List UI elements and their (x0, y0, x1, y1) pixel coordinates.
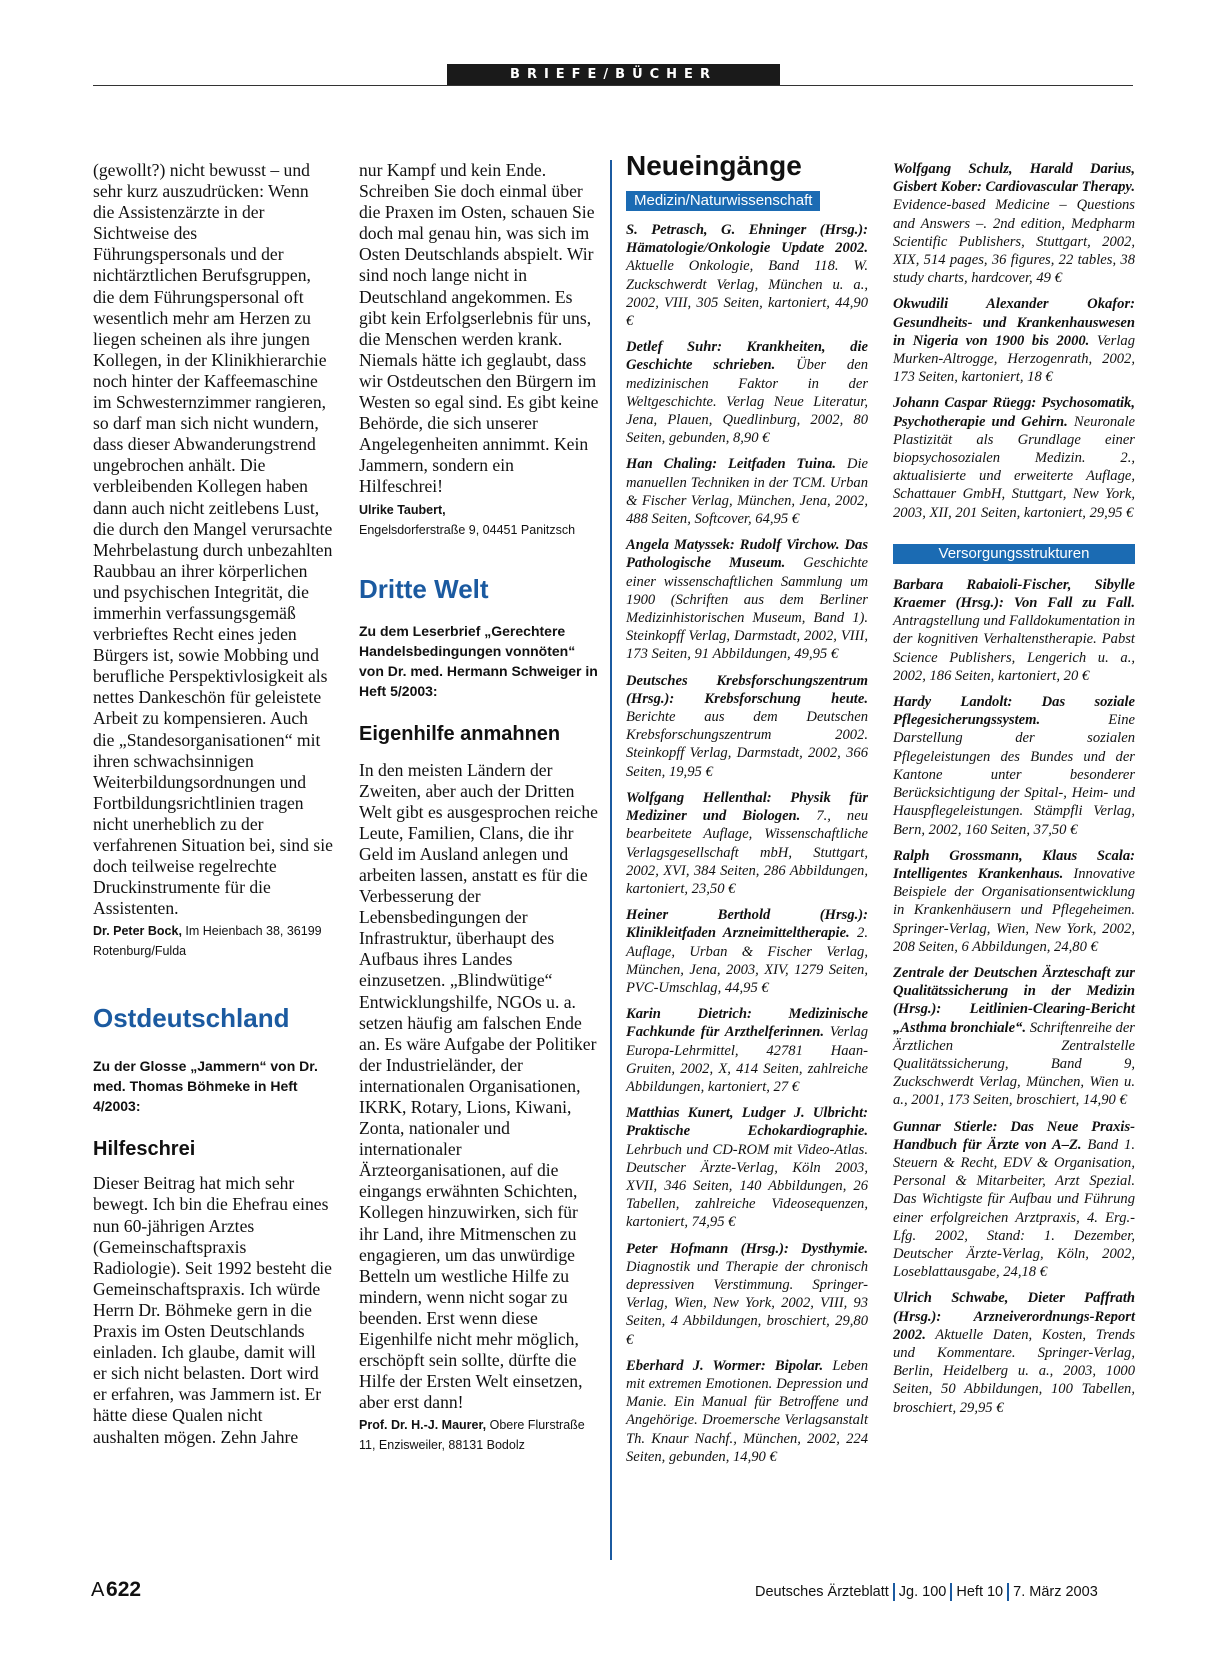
book-entry: S. Petrasch, G. Ehninger (Hrsg.): Hämatologie/Onkologie Update 2002. Aktuelle Onkologie, Band 118. W. Zuckschwerdt Verlag, München u. a., 2002, VIII, 305 Seiten, kartoniert, 44,90 € (626, 222, 868, 330)
book-entry: Zentrale der Deutschen Ärzteschaft zur Qualitätssicherung in der Medizin (Hrsg.): Leitlinien-Clearing-Bericht „Asthma bronchiale“. Schriftenreihe der Ärztlichen Zentralstelle Qualitätssicherung, Band 9, Zuckschwerdt Verlag, München, Wien u. a., 2001, 173 Seiten, broschiert, 14,90 € (893, 964, 1135, 1109)
letter-text: (gewollt?) nicht bewusst – und sehr kurz auszudrücken: Wenn die Assistenzärzte in der Sichtweise des Führungspersonals und der nichtärztlichen Berufsgruppen, die dem Führungspersonal oft wesentlich mehr am Herzen zu liegen scheinen als ihre jungen Kollegen, in der Klinikhierarchie noch hinter der Kaffeemaschine im Schwesternzimmer rangieren, so darf man sich nicht wundern, dass dieser Abwanderungstrend ungebrochen anhält. Die verbleibenden Kollegen haben dann auch nicht zeitlebens Lust, die durch den Mangel verursachte Mehrbelastung durch unbezahlten Raubbau an ihrer körperlichen und psychischen Integrität, die immerhin verfassungsgemäß verbrieftes Recht eines jeden Bürgers ist, sowie Mobbing und berufliche Perspektivlosigkeit als nettes Dankeschön für geleistete Arbeit zu kompensieren. Auch die „Standesorganisationen“ mit ihren schwachsinnigen Weiterbildungsordnungen und Fortbildungsrichtlinien tragen nicht unerheblich zu der verfahrenen Situation bei, sind sie doch teilweise regelrechte Druckinstrumente für die Assistenten. (93, 160, 333, 919)
book-entry: Angela Matyssek: Rudolf Virchow. Das Pathologische Museum. Geschichte einer wissenschaftlichen Sammlung um 1900 (Schriften aus dem Berliner Medizinhistorischen Museum, Band 1). Steinkopff Verlag, Darmstadt, 2002, VIII, 173 Seiten, 91 Abbildungen, 49,95 € (626, 537, 868, 663)
book-entry: Peter Hofmann (Hrsg.): Dysthymie. Diagnostik und Therapie der chronisch depressiven Verstimmung. Springer-Verlag, Wien, New York, 2002, VIII, 93 Seiten, 4 Abbildungen, broschiert, 29,80 € (626, 1240, 868, 1348)
book-entry: Barbara Rabaioli-Fischer, Sibylle Kraemer (Hrsg.): Von Fall zu Fall. Antragstellung und Falldokumentation in der kognitiven Verhaltenstherapie. Pabst Science Publishers, Lengerich u. a., 2002, 186 Seiten, kartoniert, 20 € (893, 576, 1135, 684)
column-2 (359, 160, 599, 1455)
reference-note: Zu der Glosse „Jammern“ von Dr. med. Thomas Böhmeke in Heft 4/2003: (93, 1058, 318, 1115)
new-arrivals-title: Neueingänge (626, 150, 802, 181)
column-divider (610, 160, 612, 1560)
book-entry: Gunnar Stierle: Das Neue Praxis-Handbuch für Ärzte von A–Z. Band 1. Steuern & Recht, EDV & Organisation, Personal & Mitarbeiter, Arzt Spezial. Das Wichtigste für Aufbau und Führung einer erfolgreichen Arztpraxis, 4. Erg.-Lfg. 2002, Stand: 1. Dezember, Deutscher Ärzte-Verlag, Köln, 2002, Loseblattausgabe, 24,18 € (893, 1118, 1135, 1281)
section-banner: BRIEFE/BÜCHER (447, 64, 780, 85)
column-3 (626, 150, 868, 1474)
book-entry: Karin Dietrich: Medizinische Fachkunde für Arzthelferinnen. Verlag Europa-Lehrmittel, 42781 Haan-Gruiten, 2002, X, 414 Seiten, zahlreiche Abbildungen, kartoniert, 27 € (626, 1006, 868, 1095)
book-entry: Ralph Grossmann, Klaus Scala: Intelligentes Krankenhaus. Innovative Beispiele der Organisationsentwicklung in Krankenhäusern und Pflegeheimen. Springer-Verlag, Wien, New York, 2002, 208 Seiten, 6 Abbildungen, 24,80 € (893, 847, 1135, 955)
book-entry: Heiner Berthold (Hrsg.): Klinikleitfaden Arzneimitteltherapie. 2. Auflage, Urban & Fischer Verlag, München, Jena, 2003, XIV, 1279 Seiten, PVC-Umschlag, 44,95 € (626, 907, 868, 996)
letter-text: In den meisten Ländern der Zweiten, aber auch der Dritten Welt gibt es ausgesprochen reiche Leute, Familien, Clans, die ihr Geld im Ausland anlegen und arbeiten lassen, anstatt es für die Verbesserung der Lebensbedingungen der Infrastruktur, überhaupt des Aufbaus ihres Landes einzusetzen. „Blindwütige“ Entwicklungshilfe, NGOs u. a. setzen häufig am falschen Ende an. Es wäre Aufgabe der Politiker der Industrieländer, der internationalen Organisationen, IKRK, Rotary, Lions, Kiwani, Zonta, nationaler und internationaler Ärzteorganisationen, auf die eingangs erwähnten Schichten, Kollegen hinzuwirken, sich für ihr Land, ihre Mitmenschen zu engagieren, um das unwürdige Betteln um westliche Hilfe zu mindern, wenn nicht sogar zu beenden. Erst wenn diese Eigenhilfe nicht mehr möglich, erschöpft sein sollte, dürfte die Hilfe der Ersten Welt einsetzen, aber erst dann! (359, 759, 598, 1413)
category-bar: Medizin/Naturwissenschaft (626, 191, 820, 211)
letter-signature: Prof. Dr. H.-J. Maurer, Obere Flurstraße 11, Enzisweiler, 88131 Bodolz (359, 1418, 585, 1453)
section-title-dritte-welt: Dritte Welt (359, 573, 489, 604)
section-title-ostdeutschland: Ostdeutschland (93, 1003, 290, 1034)
journal-footer (755, 1583, 1098, 1601)
book-entry: Han Chaling: Leitfaden Tuina. Die manuellen Techniken in der TCM. Urban & Fischer Verlag, München, Jena, 2002, 488 Seiten, Softcover, 64,95 € (626, 456, 868, 528)
journal-date: 7. März 2003 (1013, 1583, 1098, 1600)
book-list (893, 576, 1135, 1417)
footer-separator (950, 1583, 952, 1601)
category-bar: Versorgungsstrukturen (893, 544, 1135, 564)
page-number: A 622 (91, 1578, 142, 1601)
letter-text: Dieser Beitrag hat mich sehr bewegt. Ich bin die Ehefrau eines nun 60-jährigen Arztes (Gemeinschaftspraxis Radiologie). Seit 1992 besteht die Gemeinschaftspraxis. Ich würde Herrn Dr. Böhmeke gern in die Praxis im Osten Deutschlands einladen. Ich glaube, damit will er sich nicht belasten. Dort wird er erfahren, was Jammern ist. Er hätte diese Qualen nicht aushalten mögen. Zehn Jahre (93, 1173, 332, 1447)
book-list (893, 160, 1135, 522)
letter-headline: Eigenhilfe anmahnen (359, 722, 561, 745)
journal-name: Deutsches Ärzteblatt (755, 1583, 889, 1600)
footer-separator (1007, 1583, 1009, 1601)
journal-issue: Heft 10 (956, 1583, 1004, 1600)
book-entry: Wolfgang Schulz, Harald Darius, Gisbert Kober: Cardiovascular Therapy. Evidence-based Medicine – Questions and Answers –. 2nd edition, Medpharm Scientific Publishers, Stuttgart, 2002, XIX, 514 pages, 36 figures, 22 tables, 38 study charts, hardcover, 49 € (893, 161, 1135, 287)
book-entry: Detlef Suhr: Krankheiten, die Geschichte schrieben. Über den medizinischen Faktor in der Weltgeschichte. Verlag Neue Literatur, Jena, Plauen, Quedlinburg, 2002, 80 Seiten, gebunden, 8,90 € (626, 339, 868, 447)
column-1 (93, 160, 333, 1448)
column-4 (893, 160, 1135, 1425)
letter-signature: Ulrike Taubert, Engelsdorferstraße 9, 04451 Panitzsch (359, 502, 576, 537)
letter-headline: Hilfeschrei (93, 1138, 196, 1161)
reference-note: Zu dem Leserbrief „Gerechtere Handelsbedingungen vonnöten“ von Dr. med. Hermann Schweiger in Heft 5/2003: (359, 622, 598, 699)
footer-separator (893, 1583, 895, 1601)
book-entry: Deutsches Krebsforschungszentrum (Hrsg.): Krebsforschung heute. Berichte aus dem Deutschen Krebsforschungszentrum 2002. Steinkopff Verlag, Darmstadt, 2002, 366 Seiten, 19,95 € (626, 672, 868, 780)
book-entry: Hardy Landolt: Das soziale Pflegesicherungssystem. Eine Darstellung der sozialen Pflegeleistungen des Bundes und der Kantone unter besonderer Berücksichtigung der Spital-, Heim- und Hauspflegeleistungen. Stämpfli Verlag, Bern, 2002, 160 Seiten, 37,50 € (893, 694, 1135, 838)
header-rule (93, 85, 1133, 86)
book-entry: Ulrich Schwabe, Dieter Paffrath (Hrsg.): Arzneiverordnungs-Report 2002. Aktuelle Daten, Kosten, Trends und Kommentare. Springer-Verlag, Berlin, Heidelberg u. a., 2003, 1000 Seiten, 50 Abbildungen, 100 Tabellen, broschiert, 29,95 € (893, 1290, 1135, 1416)
book-entry: Wolfgang Hellenthal: Physik für Mediziner und Biologen. 7., neu bearbeitete Auflage, Wissenschaftliche Verlagsgesellschaft mbH, Stuttgart, 2002, XVI, 384 Seiten, 286 Abbildungen, kartoniert, 23,50 € (626, 789, 868, 897)
journal-volume: Jg. 100 (898, 1583, 947, 1600)
book-entry: Eberhard J. Wormer: Bipolar. Leben mit extremen Emotionen. Depression und Manie. Ein Manual für Betroffene und Angehörige. Droemersche Verlagsanstalt Th. Knaur Nachf., München, 2002, 224 Seiten, gebunden, 14,90 € (626, 1357, 868, 1465)
letter-text: nur Kampf und kein Ende. Schreiben Sie doch einmal über die Praxen im Osten, schauen Sie doch mal genau hin, was sich im Osten Deutschlands abspielt. Wir sind noch lange nicht in Deutschland angekommen. Es gibt kein Erfolgserlebnis für uns, die Menschen werden krank. Niemals hätte ich geglaubt, dass wir Ostdeutschen den Bürgern im Westen so egal sind. Es gibt keine Behörde, die sich unserer Angelegenheiten annimmt. Kein Jammern, sondern ein Hilfeschrei! (359, 160, 599, 497)
book-entry: Matthias Kunert, Ludger J. Ulbricht: Praktische Echokardiographie. Lehrbuch und CD-ROM mit Video-Atlas. Deutscher Ärzte-Verlag, Köln 2003, XVII, 346 Seiten, 140 Abbildungen, 26 Tabellen, zahlreiche Videosequenzen, kartoniert, 74,95 € (626, 1105, 868, 1231)
book-list (626, 221, 868, 1466)
book-entry: Okwudili Alexander Okafor: Gesundheits- und Krankenhauswesen in Nigeria von 1900 bis 2000. Verlag Murken-Altrogge, Herzogenrath, 2002, 173 Seiten, kartoniert, 18 € (893, 296, 1135, 386)
letter-signature: Dr. Peter Bock, Im Heienbach 38, 36199 Rotenburg/Fulda (93, 924, 322, 959)
book-entry: Johann Caspar Rüegg: Psychosomatik, Psychotherapie und Gehirn. Neuronale Plastizität als Grundlage einer biopsychosozialen Medizin. 2., aktualisierte und erweiterte Auflage, Schattauer GmbH, Stuttgart, New York, 2003, XII, 201 Seiten, kartoniert, 29,95 € (893, 395, 1135, 521)
